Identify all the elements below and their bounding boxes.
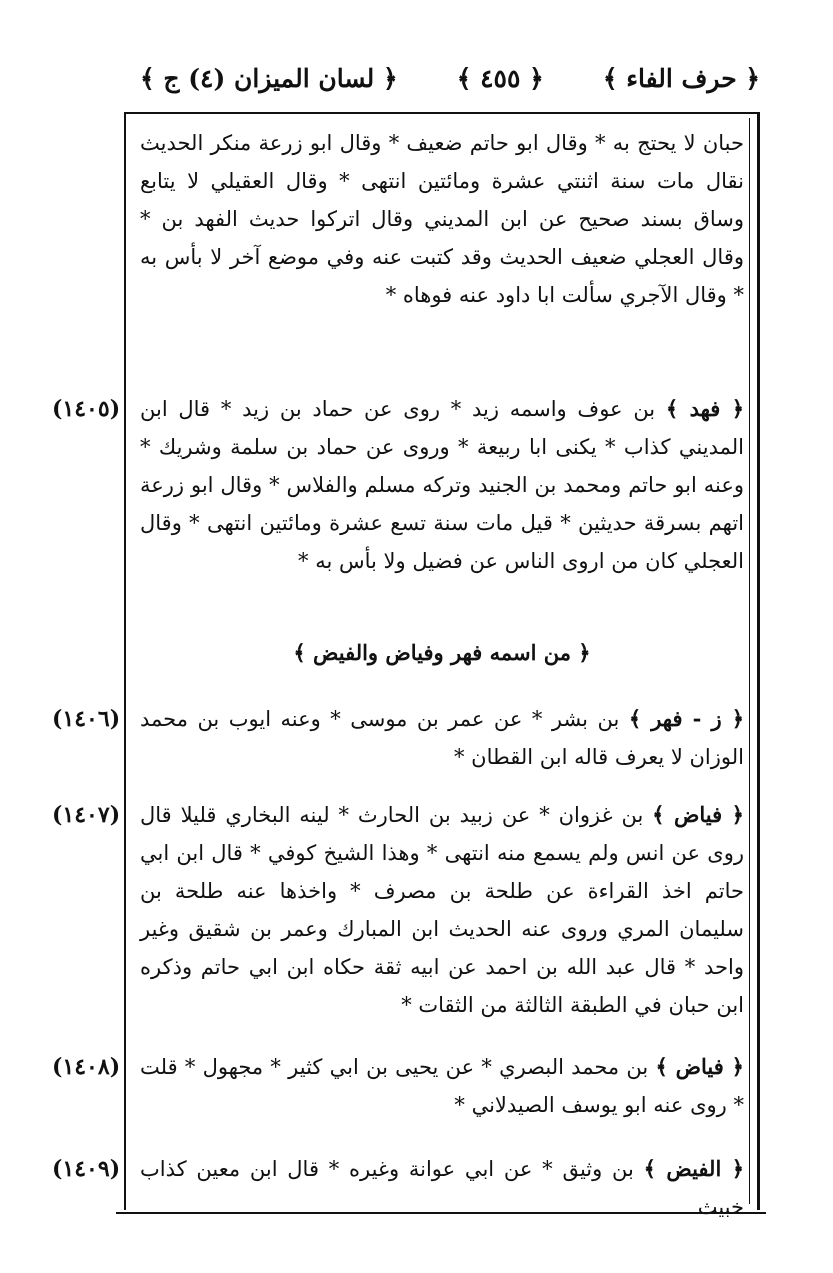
section-heading: ﴿ من اسمه فهر وفياض والفيض ﴾ [293, 640, 591, 665]
entry-number: (١٤٠٧) [52, 802, 121, 828]
header-page-number: ﴿ ٤٥٥ ﴾ [456, 63, 544, 93]
entry-text: بن غزوان * عن زبيد بن الحارث * لينه البخاري قليلا قال روى عن انس ولم يسمع منه انتهى * وهذا الشيخ كوفي * قال ابن ابي حاتم اخذ القراءة عن طلحة بن مصرف * واخذها عنه طلحة بن سليمان المري وروى عنه الحديث ابن المبارك وعمر بن شقيق وغير واحد * قال عبد الله بن احمد عن ابيه ثقة حكاه ابن ابي حاتم وذكره ابن حبان في الطبقة الثالثة من الثقات * [140, 803, 744, 1017]
entry-number: (١٤٠٥) [52, 396, 121, 422]
entry-label: ﴿ ز - فهر ﴾ [628, 706, 745, 731]
entry-label: ﴿ فياض ﴾ [655, 1054, 744, 1079]
entry-label: ﴿ فياض ﴾ [652, 802, 744, 827]
entry-1406 [140, 700, 744, 776]
entry-1408 [140, 1048, 744, 1124]
entry-1409 [140, 1150, 744, 1219]
entry-label: ﴿ الفيض ﴾ [643, 1156, 744, 1181]
entry-number: (١٤٠٨) [52, 1054, 121, 1080]
entry-1407 [140, 796, 744, 1032]
bottom-rule [116, 1212, 766, 1214]
running-header [140, 58, 760, 98]
entry-label: ﴿ فهد ﴾ [665, 396, 744, 421]
entry-text: بن وثيق * عن ابي عوانة وغيره * قال ابن معين كذاب خبيث [140, 1157, 744, 1219]
header-chapter: ﴿ حرف الفاء ﴾ [602, 63, 760, 93]
frame-inner-rule [749, 118, 750, 1204]
entry-number: (١٤٠٦) [52, 706, 121, 732]
entry-number: (١٤٠٩) [52, 1156, 121, 1182]
entry-1405 [140, 390, 744, 618]
entry-text: بن عوف واسمه زيد * روى عن حماد بن زيد * قال ابن المديني كذاب * يكنى ابا ربيعة * وروى عن حماد بن سلمة وشريك * وعنه ابو حاتم ومحمد بن الجنيد وتركه مسلم والفلاس * وقال ابو زرعة اتهم بسرقة حديثين * قيل مات سنة تسع عشرة ومائتين انتهى * وقال العجلي كان من اروى الناس عن فضيل ولا بأس به * [140, 397, 744, 573]
entry-text: بن بشر * عن عمر بن موسى * وعنه ايوب بن محمد الوزان لا يعرف قاله ابن القطان * [140, 707, 744, 769]
intro-text: حبان لا يحتج به * وقال ابو حاتم ضعيف * وقال ابو زرعة منكر الحديث نقال مات سنة اثنتي عشرة ومائتين انتهى * وقال العقيلي لا يتابع وساق بسند صحيح عن ابن المديني وقال اتركوا حديث الفهد بن * وقال العجلي ضعيف الحديث وقد كتبت عنه وفي موضع آخر لا بأس به * وقال الآجري سألت ابا داود عنه فوهاه * [140, 131, 744, 307]
entry-text: بن محمد البصري * عن يحيى بن ابي كثير * مجهول * قلت * روى عنه ابو يوسف الصيدلاني * [140, 1055, 744, 1117]
header-book-title: ﴿ لسان الميزان (٤) ج ﴾ [140, 63, 398, 93]
intro-paragraph [140, 124, 744, 352]
